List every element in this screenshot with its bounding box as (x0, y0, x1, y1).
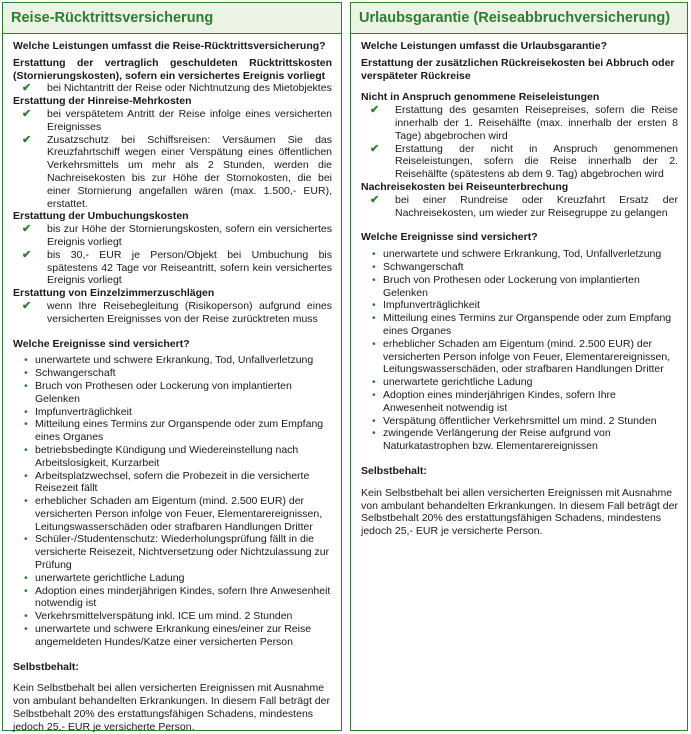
check-item (361, 104, 678, 142)
bullet-icon: • (24, 610, 28, 623)
item-text: unerwartete und schwere Erkrankung, Tod, Unfallverletzung (383, 248, 662, 261)
item-text: unerwartete und schwere Erkrankung, Tod, Unfallverletzung (35, 354, 314, 367)
item-text: Erstattung der nicht in Anspruch genommenen Reiseleistungen, sofern die Reise innerhalb der 2. Reisehälfte (spätestens ab dem 9. Tag) abgebrochen wird (395, 142, 678, 181)
section-question: Welche Leistungen umfasst die Reise-Rücktrittsversicherung? (13, 40, 326, 52)
checkmark-icon: ✔ (22, 299, 32, 312)
bullet-icon: • (24, 469, 28, 482)
item-text: Bruch von Prothesen oder Lockerung von implantierten Gelenken (383, 273, 640, 299)
check-item (13, 134, 332, 211)
bullet-item (361, 338, 678, 376)
bullet-icon: • (24, 443, 28, 456)
checkmark-icon: ✔ (22, 82, 32, 95)
item-text: zwingende Verlängerung der Reise aufgrund von Naturkatastrophen bzw. Elementarereignissen (383, 427, 611, 453)
item-text: erheblicher Schaden am Eigentum (mind. 2.500 EUR) der versicherten Person infolge von Feuer, Elementarereignissen, Leitungswasserschäden, oder strafbaren Handlungen Dritter (383, 337, 671, 376)
item-text: Bruch von Prothesen oder Lockerung von implantierten Gelenken (35, 379, 292, 405)
check-item (13, 249, 332, 287)
item-text: Mitteilung eines Termins zur Organspende oder zum Empfang eines Organes (35, 418, 324, 444)
bullet-icon: • (24, 379, 28, 392)
bullet-item (361, 299, 678, 312)
item-text: Adoption eines minderjährigen Kindes, sofern Ihre Anwesenheit notwendig ist (383, 388, 616, 414)
item-text: Impfunverträglichkeit (383, 299, 480, 312)
checkmark-icon: ✔ (22, 107, 32, 120)
item-text: Verkehrsmittelverspätung inkl. ICE um mind. 2 Stunden (35, 610, 293, 623)
item-text: Arbeitsplatzwechsel, sofern die Probezeit in die versicherte Reisezeit fällt (35, 469, 310, 495)
bullet-item (13, 406, 332, 419)
bullet-icon: • (24, 571, 28, 584)
bullet-item (13, 367, 332, 380)
checkmark-icon: ✔ (22, 248, 32, 261)
bullet-icon: • (24, 354, 28, 367)
bullet-icon: • (372, 273, 376, 286)
bullet-item (13, 533, 332, 571)
panel-title: Urlaubsgarantie (Reiseabbruchversicherung) (351, 3, 687, 34)
bullet-icon: • (372, 299, 376, 312)
bullet-item (13, 610, 332, 623)
bullet-item (361, 248, 678, 261)
item-text: bei Nichtantritt der Reise oder Nichtnutzung des Mietobjektes (47, 82, 332, 95)
bullet-icon: • (372, 337, 376, 350)
bullet-item (13, 418, 332, 444)
bullet-item (361, 389, 678, 415)
section-question: Selbstbehalt: (13, 660, 79, 673)
item-text: bei verspätetem Antritt der Reise infolge eines versicherten Ereignisses (47, 107, 332, 133)
check-item (13, 223, 332, 249)
section-question: Welche Ereignisse sind versichert? (13, 337, 190, 350)
bullet-item (13, 495, 332, 533)
bullet-item (13, 354, 332, 367)
section-question: Selbstbehalt: (361, 464, 427, 477)
item-text: Mitteilung eines Termins zur Organspende oder zum Empfang eines Organes (383, 312, 672, 337)
checkmark-icon: ✔ (370, 142, 380, 155)
bullet-icon: • (372, 414, 376, 427)
checkmark-icon: ✔ (22, 133, 32, 146)
deductible-text: Kein Selbstbehalt bei allen versicherten Ereignissen mit Ausnahme von ambulant behandelten Erkrankungen. In diesem Fall beträgt der Selbstbehalt 20% des erstattungsfähigen Schadens, mindestens jedoch 25,- EUR je versicherte Person. (13, 682, 330, 733)
section-heading: Erstattung der vertraglich geschuldeten Rücktrittskosten (Stornierungskosten), sofern ein versichertes Ereignis vorliegt (13, 56, 332, 82)
section-question: Welche Ereignisse sind versichert? (361, 231, 538, 244)
bullet-item (13, 585, 332, 611)
bullet-item (13, 623, 332, 649)
item-text: bei einer Rundreise oder Kreuzfahrt Ersatz der Nachreisekosten, um wieder zur Reisegruppe zu gelangen (395, 193, 678, 219)
bullet-item (361, 274, 678, 300)
item-text: Schwangerschaft (35, 367, 116, 380)
travel-cancellation-panel (2, 2, 342, 731)
section-question: Welche Leistungen umfasst die Urlaubsgarantie? (361, 40, 608, 52)
bullet-icon: • (24, 418, 28, 431)
bullet-icon: • (372, 312, 376, 325)
bullet-item (361, 427, 678, 453)
item-text: unerwartete gerichtliche Ladung (35, 571, 185, 584)
bullet-item (13, 380, 332, 406)
bullet-icon: • (372, 248, 376, 261)
item-text: Impfunverträglichkeit (35, 405, 132, 418)
deductible-text: Kein Selbstbehalt bei allen versicherten Ereignissen mit Ausnahme von ambulant behandelten Erkrankungen. In diesem Fall beträgt der Selbstbehalt 20% des erstattungsfähigen Schadens, mindestens jedoch 25,- EUR je versicherte Person. (361, 486, 678, 538)
item-text: unerwartete gerichtliche Ladung (383, 376, 533, 389)
item-text: erheblicher Schaden am Eigentum (mind. 2.500 EUR) der versicherten Person infolge von Feuer, Elementarereignissen, Leitungswasserschäden oder strafbaren Handlungen Dritter (35, 495, 323, 533)
item-text: bis 30,- EUR je Person/Objekt bei Umbuchung bis spätestens 42 Tage vor Reiseantritt, sofern kein versichertes Ereignis vorliegt (47, 248, 332, 287)
bullet-icon: • (372, 388, 376, 401)
checkmark-icon: ✔ (370, 193, 380, 206)
check-item (361, 143, 678, 181)
section-heading: Nicht in Anspruch genommene Reiseleistungen (361, 91, 600, 104)
item-text: Verspätung öffentlicher Verkehrsmittel um mind. 2 Stunden (383, 414, 657, 427)
section-heading: Erstattung der zusätzlichen Rückreisekosten bei Abbruch oder verspäteter Rückreise (361, 56, 675, 82)
bullet-item (361, 261, 678, 274)
check-item (361, 194, 678, 220)
trip-interruption-panel (350, 2, 688, 731)
bullet-icon: • (24, 367, 28, 380)
item-text: wenn Ihre Reisebegleitung (Risikoperson) aufgrund eines versicherten Ereignisses von der Reise zurücktreten muss (47, 299, 332, 325)
bullet-item (361, 376, 678, 389)
bullet-icon: • (24, 495, 28, 508)
item-text: Schüler-/Studentenschutz: Wiederholungsprüfung fällt in die versicherte Reisezeit, Nichtversetzung oder Nichtzulassung zur Prüfung (35, 533, 330, 572)
bullet-icon: • (24, 533, 28, 546)
section-heading: Erstattung von Einzelzimmerzuschlägen (13, 287, 215, 300)
bullet-item (13, 572, 332, 585)
item-text: bis zur Höhe der Stornierungskosten, sofern ein versichertes Ereignis vorliegt (47, 223, 332, 248)
bullet-icon: • (372, 427, 376, 440)
item-text: Schwangerschaft (383, 260, 464, 273)
bullet-icon: • (24, 584, 28, 597)
bullet-icon: • (372, 260, 376, 273)
bullet-icon: • (24, 623, 28, 636)
bullet-item (361, 312, 678, 338)
section-heading: Erstattung der Umbuchungskosten (13, 210, 189, 223)
section-heading: Nachreisekosten bei Reiseunterbrechung (361, 180, 569, 193)
bullet-icon: • (24, 405, 28, 418)
check-item (13, 300, 332, 326)
bullet-item (13, 470, 332, 496)
bullet-item (361, 415, 678, 428)
check-item (13, 82, 332, 95)
checkmark-icon: ✔ (370, 104, 380, 117)
item-text: unerwartete und schwere Erkrankung eines/einer zur Reise angemeldeten Hundes/Katze einer versicherten Person (35, 623, 312, 648)
item-text: Zusatzschutz bei Schiffsreisen: Versäumen Sie das Kreuzfahrtschiff wegen einer Verspätung eines öffentlichen Verkehrsmittels um mehr als 2 Stunden, werden die Nachreisekosten bis zur Höhe der Stornokosten, die bei einer Stornierung angefallen wären (max. 1.500,- EUR), erstattet. (47, 133, 332, 210)
check-item (13, 108, 332, 134)
item-text: Erstattung des gesamten Reisepreises, sofern die Reise innerhalb der 1. Reisehälfte (max. innerhalb der ersten 8 Tage) abgebrochen wird (395, 104, 678, 142)
checkmark-icon: ✔ (22, 223, 32, 236)
item-text: betriebsbedingte Kündigung und Wiedereinstellung nach Arbeitslosigkeit, Kurzarbeit (35, 443, 299, 469)
bullet-item (13, 444, 332, 470)
section-heading: Erstattung der Hinreise-Mehrkosten (13, 95, 192, 108)
bullet-icon: • (372, 376, 376, 389)
panel-title: Reise-Rücktrittsversicherung (3, 3, 341, 34)
item-text: Adoption eines minderjährigen Kindes, sofern Ihre Anwesenheit notwendig ist (35, 584, 331, 610)
